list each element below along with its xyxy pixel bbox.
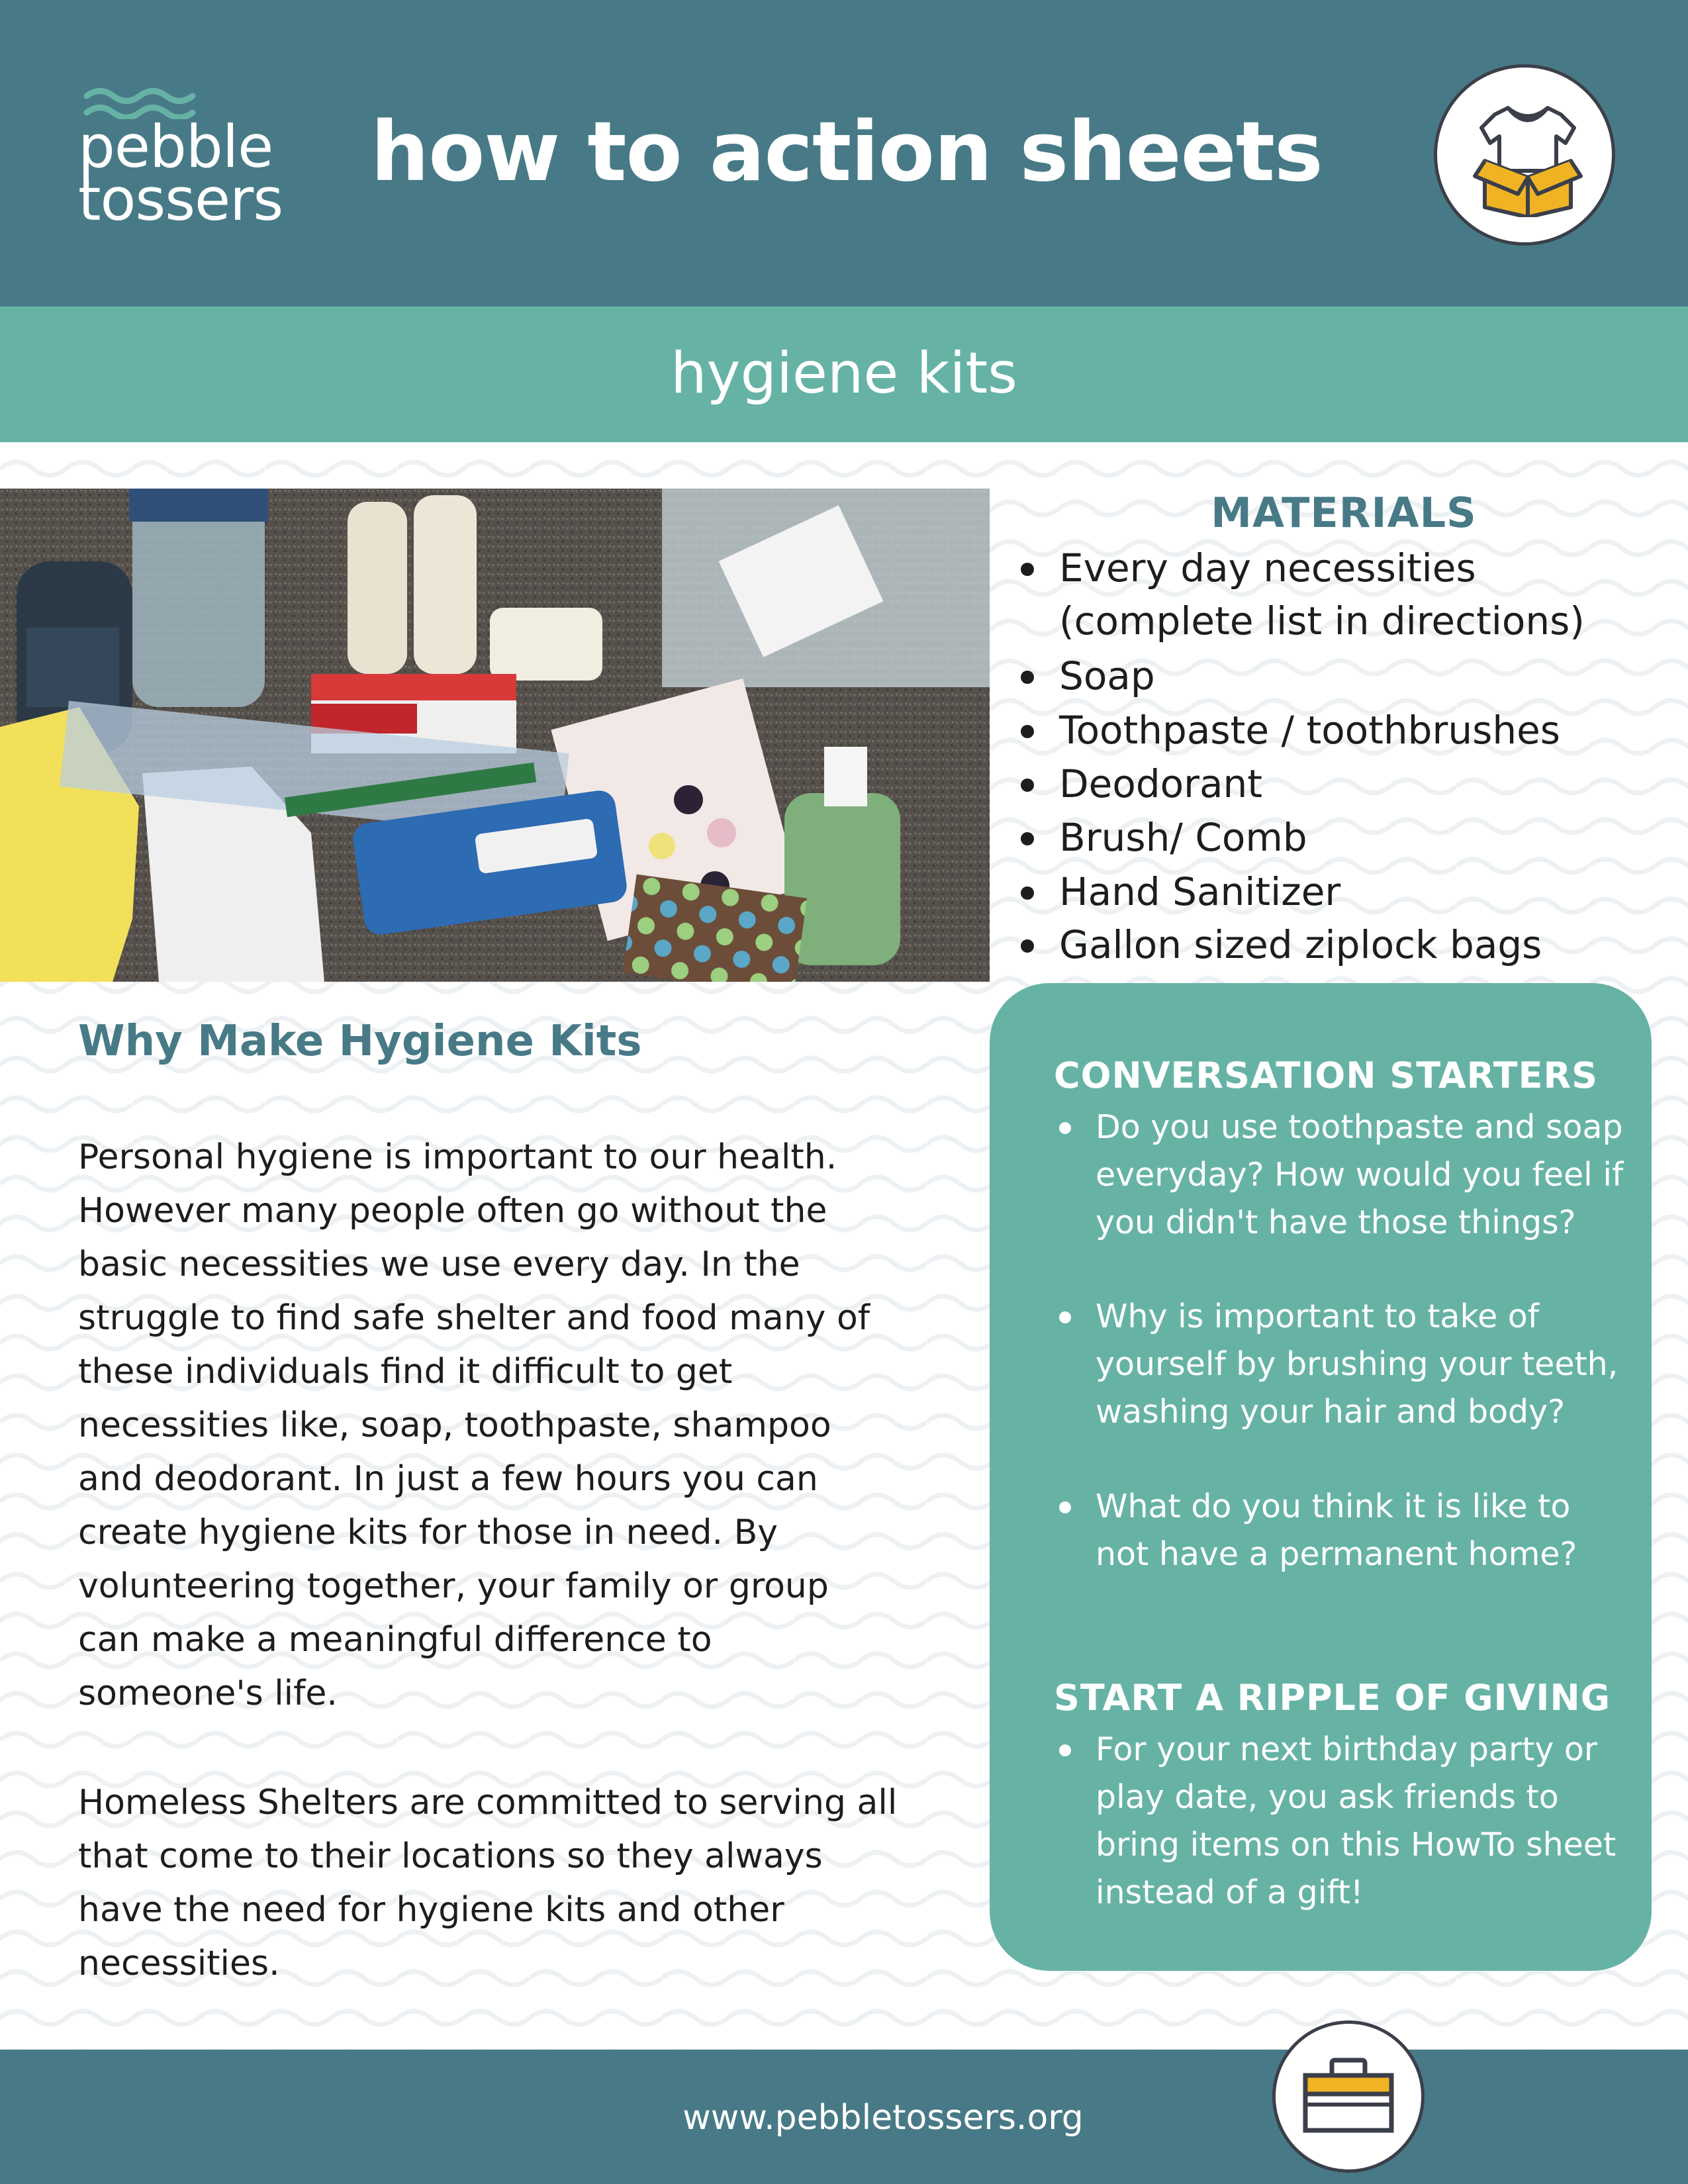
list-item: Brush/ Comb xyxy=(1059,811,1675,864)
header-bar xyxy=(0,0,1688,307)
ripple-of-giving-heading: START A RIPPLE OF GIVING xyxy=(1054,1677,1611,1719)
why-heading: Why Make Hygiene Kits xyxy=(78,1017,642,1066)
hygiene-supplies-photo xyxy=(0,489,990,982)
logo-line-2: tossers xyxy=(78,166,283,234)
list-item: Do you use toothpaste and soap everyday? How would you feel if you didn't have those things? xyxy=(1096,1104,1632,1247)
donation-box-with-shirt-icon xyxy=(1472,98,1584,217)
list-item: Gallon sized ziplock bags xyxy=(1059,918,1675,971)
list-item: Why is important to take of yourself by brushing your teeth, washing your hair and body? xyxy=(1096,1293,1632,1436)
website-link[interactable]: www.pebbletossers.org xyxy=(682,2098,1084,2138)
logo-line-1: pebble xyxy=(78,113,273,181)
list-item: Soap xyxy=(1059,649,1675,702)
footer-badge xyxy=(1272,2020,1425,2173)
toolbox-icon xyxy=(1302,2057,1395,2136)
list-item: Every day necessities (complete list in directions) xyxy=(1059,542,1675,647)
list-item: What do you think it is like to not have a permanent home? xyxy=(1096,1483,1632,1578)
header-badge xyxy=(1434,64,1615,246)
why-paragraph-1: Personal hygiene is important to our health. However many people often go without the basic necessities we use every day. In the struggle to find safe shelter and food many of these individuals find it difficult to get necessities like, soap, toothpaste, shampoo and deodorant. In just a few hours you can create hygiene kits for those in need. By volunteering together, your family or group can make a meaningful difference to someone's life. xyxy=(78,1137,870,1713)
list-item: For your next birthday party or play date, you ask friends to bring items on this HowTo sheet instead of a gift! xyxy=(1096,1726,1632,1917)
list-item: Toothpaste / toothbrushes xyxy=(1059,704,1675,757)
list-item: Deodorant xyxy=(1059,757,1675,810)
why-paragraph-2: Homeless Shelters are committed to serving all that come to their locations so they always have the need for hygiene kits and other necessities. xyxy=(78,1783,898,1983)
pebble-tossers-logo[interactable] xyxy=(78,86,316,238)
page-title: how to action sheets xyxy=(371,105,1323,200)
subtitle-band xyxy=(0,307,1688,442)
page-subtitle: hygiene kits xyxy=(671,340,1017,406)
conversation-starters-heading: CONVERSATION STARTERS xyxy=(1054,1055,1598,1096)
logo-wordmark xyxy=(78,113,283,234)
why-section xyxy=(78,1012,899,1983)
photo-illustration xyxy=(0,489,990,982)
materials-section xyxy=(1013,480,1675,967)
materials-heading: MATERIALS xyxy=(1211,489,1477,537)
list-item: Hand Sanitizer xyxy=(1059,865,1675,918)
footer-bar xyxy=(0,2050,1688,2184)
conversation-panel xyxy=(990,983,1652,1971)
